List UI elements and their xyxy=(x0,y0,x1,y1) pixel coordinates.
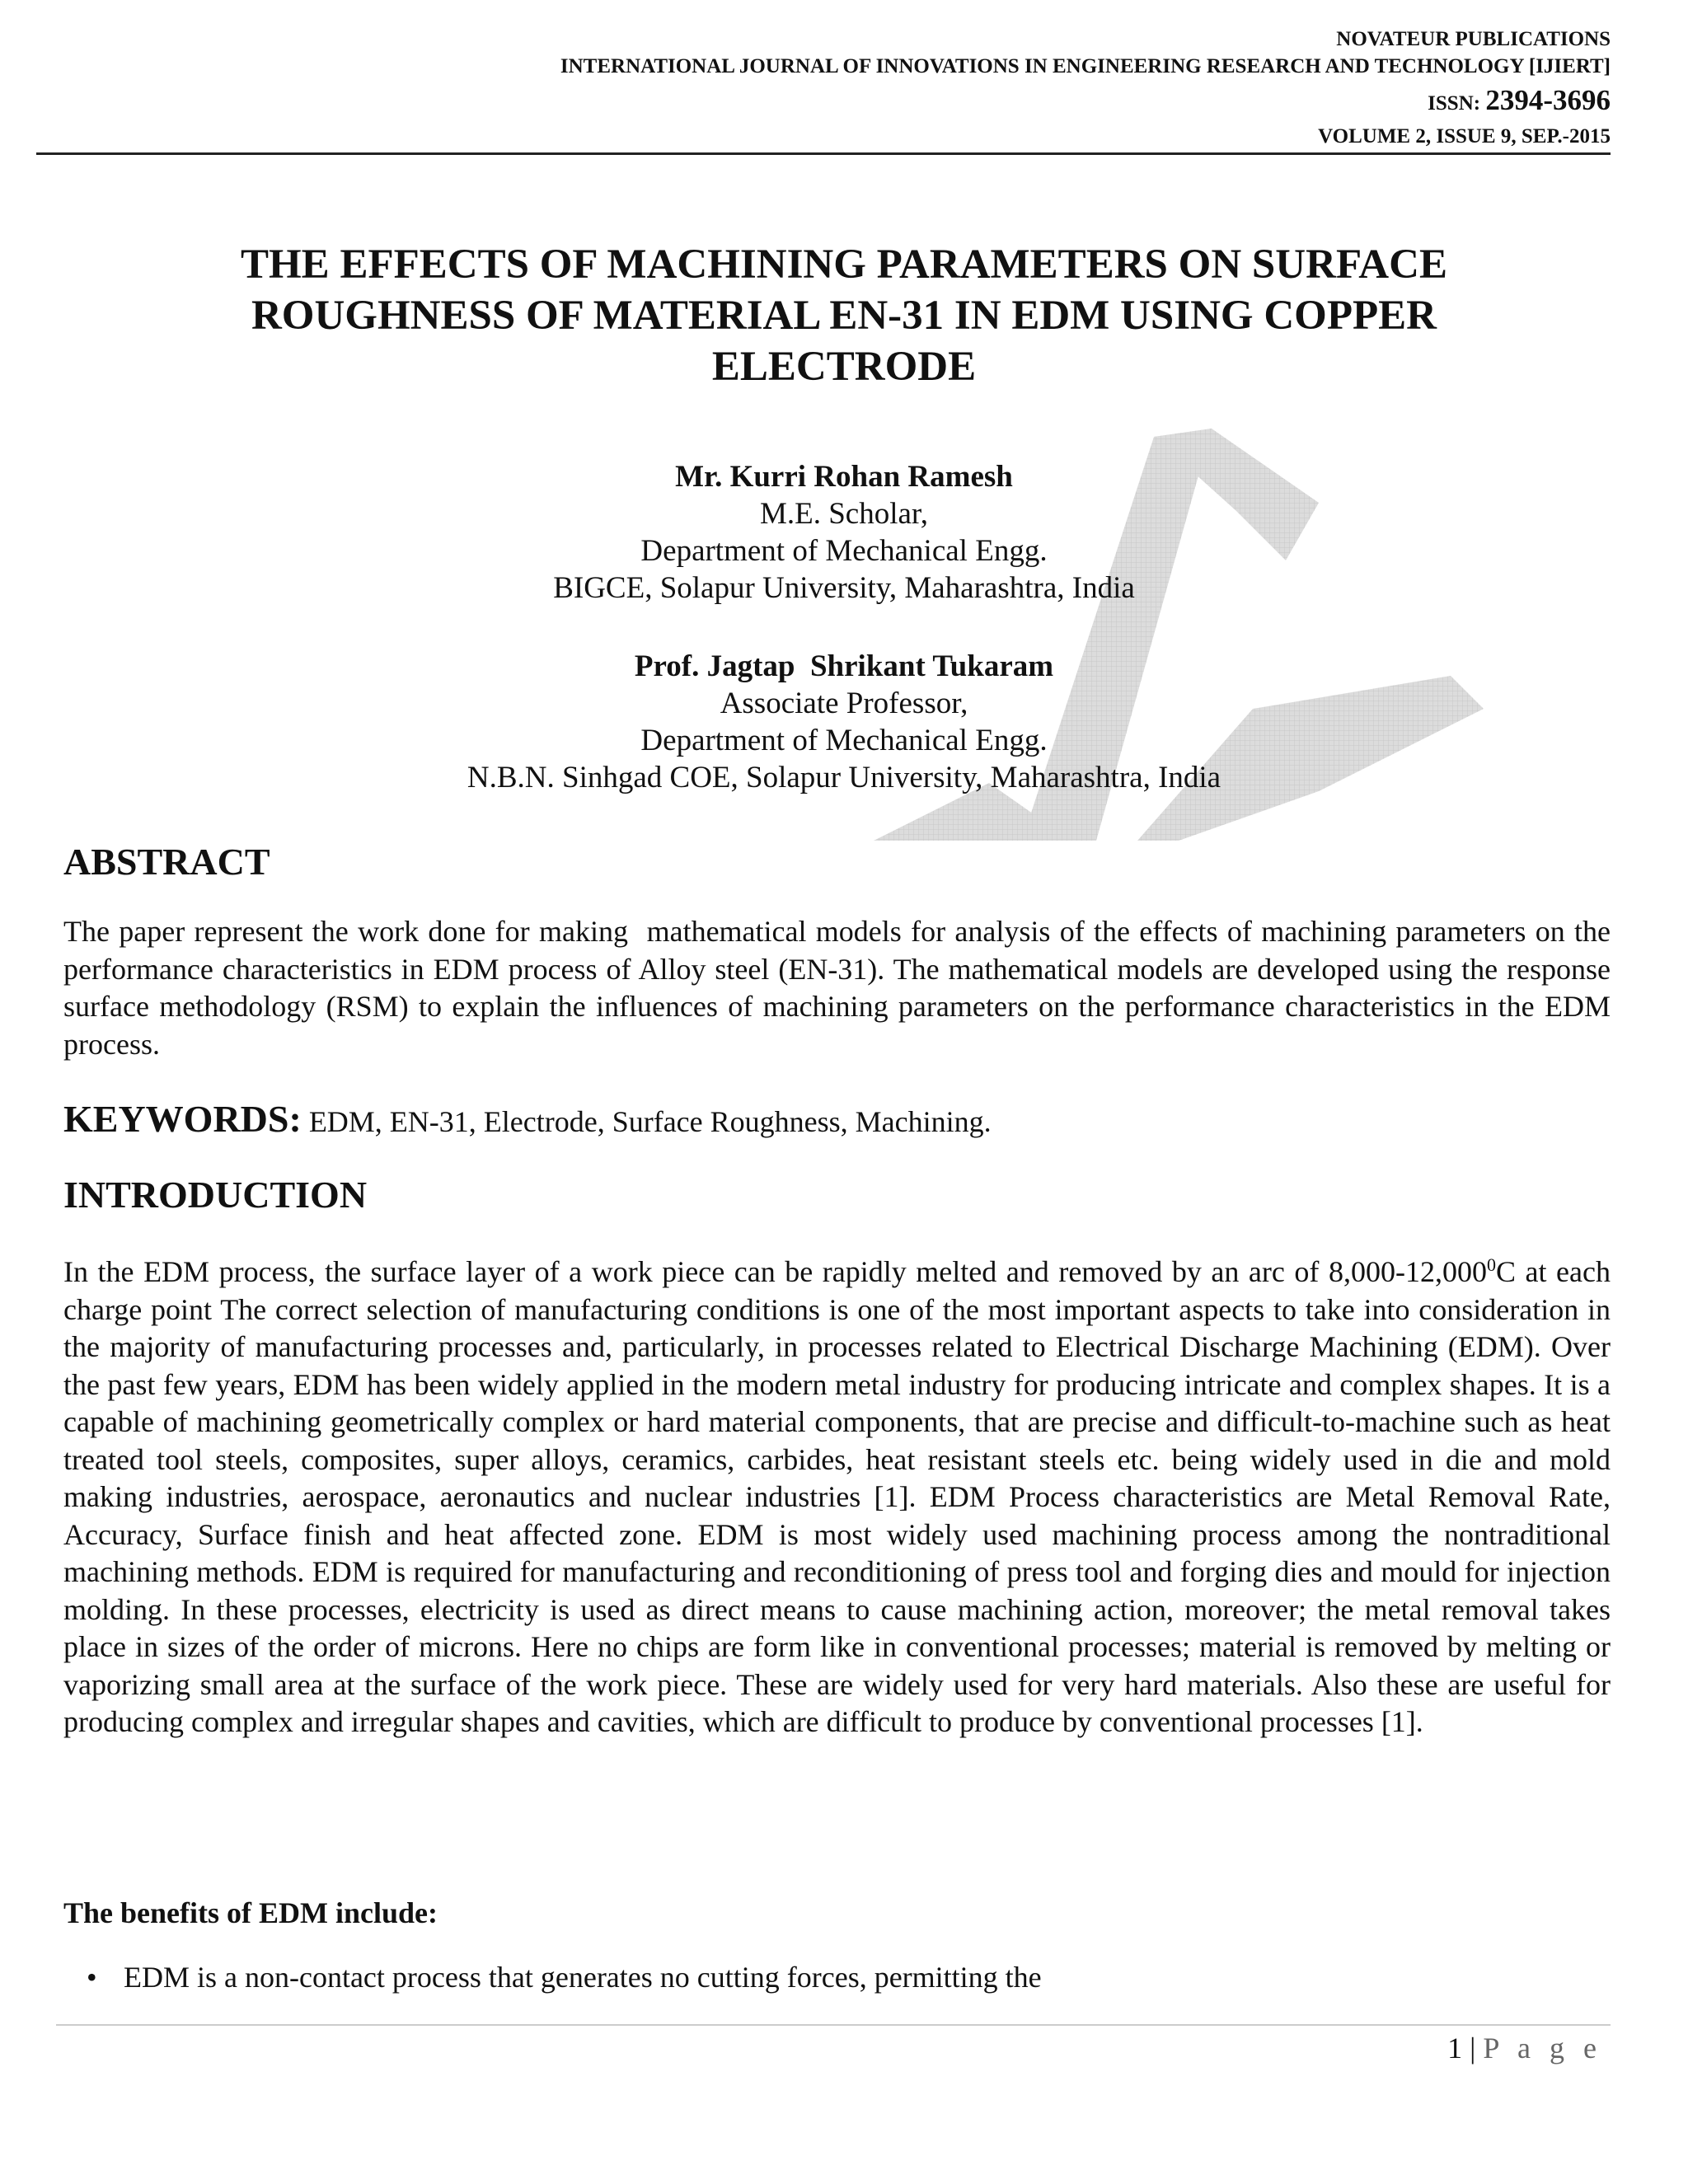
degree-superscript: 0 xyxy=(1486,1254,1496,1275)
author-name: Prof. Jagtap Shrikant Tukaram xyxy=(634,649,1054,683)
issn-label: ISSN: xyxy=(1428,92,1481,115)
journal-name: INTERNATIONAL JOURNAL OF INNOVATIONS IN ENGINEERING RESEARCH AND TECHNOLOGY [IJIERT] xyxy=(560,55,1611,77)
author-block-1 xyxy=(0,458,1688,607)
running-header xyxy=(560,26,1611,150)
page-number-value: 1 xyxy=(1447,2032,1463,2064)
abstract-text: The paper represent the work done for making mathematical models for analysis of the effects of machining parameters on the performance characteristics in EDM process of Alloy steel (EN-31). The mathematical models are developed using the response surface methodology (RSM) to explain the influences of machining parameters on the performance characteristics in the EDM process. xyxy=(63,915,1618,1061)
keywords xyxy=(63,1096,992,1145)
author-affiliation: BIGCE, Solapur University, Maharashtra, India xyxy=(553,571,1135,605)
author-role: Associate Professor, xyxy=(720,687,968,720)
benefits-heading: The benefits of EDM include: xyxy=(63,1896,438,1929)
author-affiliation: N.B.N. Sinhgad COE, Solapur University, Maharashtra, India xyxy=(467,761,1221,794)
paper-title-line-1: THE EFFECTS OF MACHINING PARAMETERS ON SURFACE xyxy=(241,241,1447,288)
page-label: P a g e xyxy=(1483,2032,1602,2064)
introduction-text-part-2: C at each charge point The correct selection of manufacturing conditions is one of the most important aspects to take into consideration in the majority of manufacturing processes and, particularly, in processes related to Electrical Discharge Machining (EDM). Over the past few years, EDM has been widely applied in the modern metal industry for producing intricate and complex shapes. It is a capable of machining geometrically complex or hard material components, that are precise and difficult-to-machine such as heat treated tool steels, composites, super alloys, ceramics, carbides, heat resistant steels etc. being widely used in die and mold making industries, aerospace, aeronautics and nuclear industries [1]. EDM Process characteristics are Metal Removal Rate, Accuracy, Surface finish and heat affected zone. EDM is most widely used machining process among the nontraditional machining methods. EDM is required for manufacturing and reconditioning of press tool and forging dies and mould for injection molding. In these processes, electricity is used as direct means to cause machining action, moreover; the metal removal takes place in sizes of the order of microns. Here no chips are form like in conventional processes; material is removed by melting or vaporizing small area at the surface of the work piece. These are widely used for very hard materials. Also these are useful for producing complex and irregular shapes and cavities, which are difficult to produce by conventional processes [1]. xyxy=(63,1255,1611,1738)
volume-issue: VOLUME 2, ISSUE 9, SEP.-2015 xyxy=(1318,125,1611,148)
issn xyxy=(560,81,1611,124)
list-item-text: EDM is a non-contact process that generates no cutting forces, permitting the xyxy=(124,1961,1042,1994)
introduction-text xyxy=(63,1246,1611,1741)
author-block-2 xyxy=(0,648,1688,796)
author-department: Department of Mechanical Engg. xyxy=(640,724,1048,757)
author-name: Mr. Kurri Rohan Ramesh xyxy=(675,460,1013,494)
introduction-text-part-1: In the EDM process, the surface layer of a work piece can be rapidly melted and removed by an arc of 8,000-12,000 xyxy=(63,1255,1487,1288)
list-item xyxy=(87,1958,1042,1996)
issn-value: 2394-3696 xyxy=(1485,84,1611,116)
keywords-list: EDM, EN-31, Electrode, Surface Roughness, Machining. xyxy=(301,1105,992,1138)
bullet-icon: • xyxy=(87,1961,97,1994)
publisher-name: NOVATEUR PUBLICATIONS xyxy=(1336,28,1611,50)
author-department: Department of Mechanical Engg. xyxy=(640,534,1048,568)
abstract-heading: ABSTRACT xyxy=(63,841,270,883)
introduction-heading: INTRODUCTION xyxy=(63,1174,368,1216)
page-number-separator: | xyxy=(1462,2032,1484,2064)
paper-title-line-3: ELECTRODE xyxy=(711,344,977,390)
footer-rule xyxy=(56,2024,1611,2026)
paper-title-line-2: ROUGHNESS OF MATERIAL EN-31 IN EDM USING COPPER xyxy=(251,293,1437,339)
paper-title xyxy=(0,239,1688,392)
page-number xyxy=(1447,2029,1602,2067)
keywords-label: KEYWORDS: xyxy=(63,1098,302,1140)
header-rule xyxy=(36,152,1611,155)
author-role: M.E. Scholar, xyxy=(759,497,929,531)
